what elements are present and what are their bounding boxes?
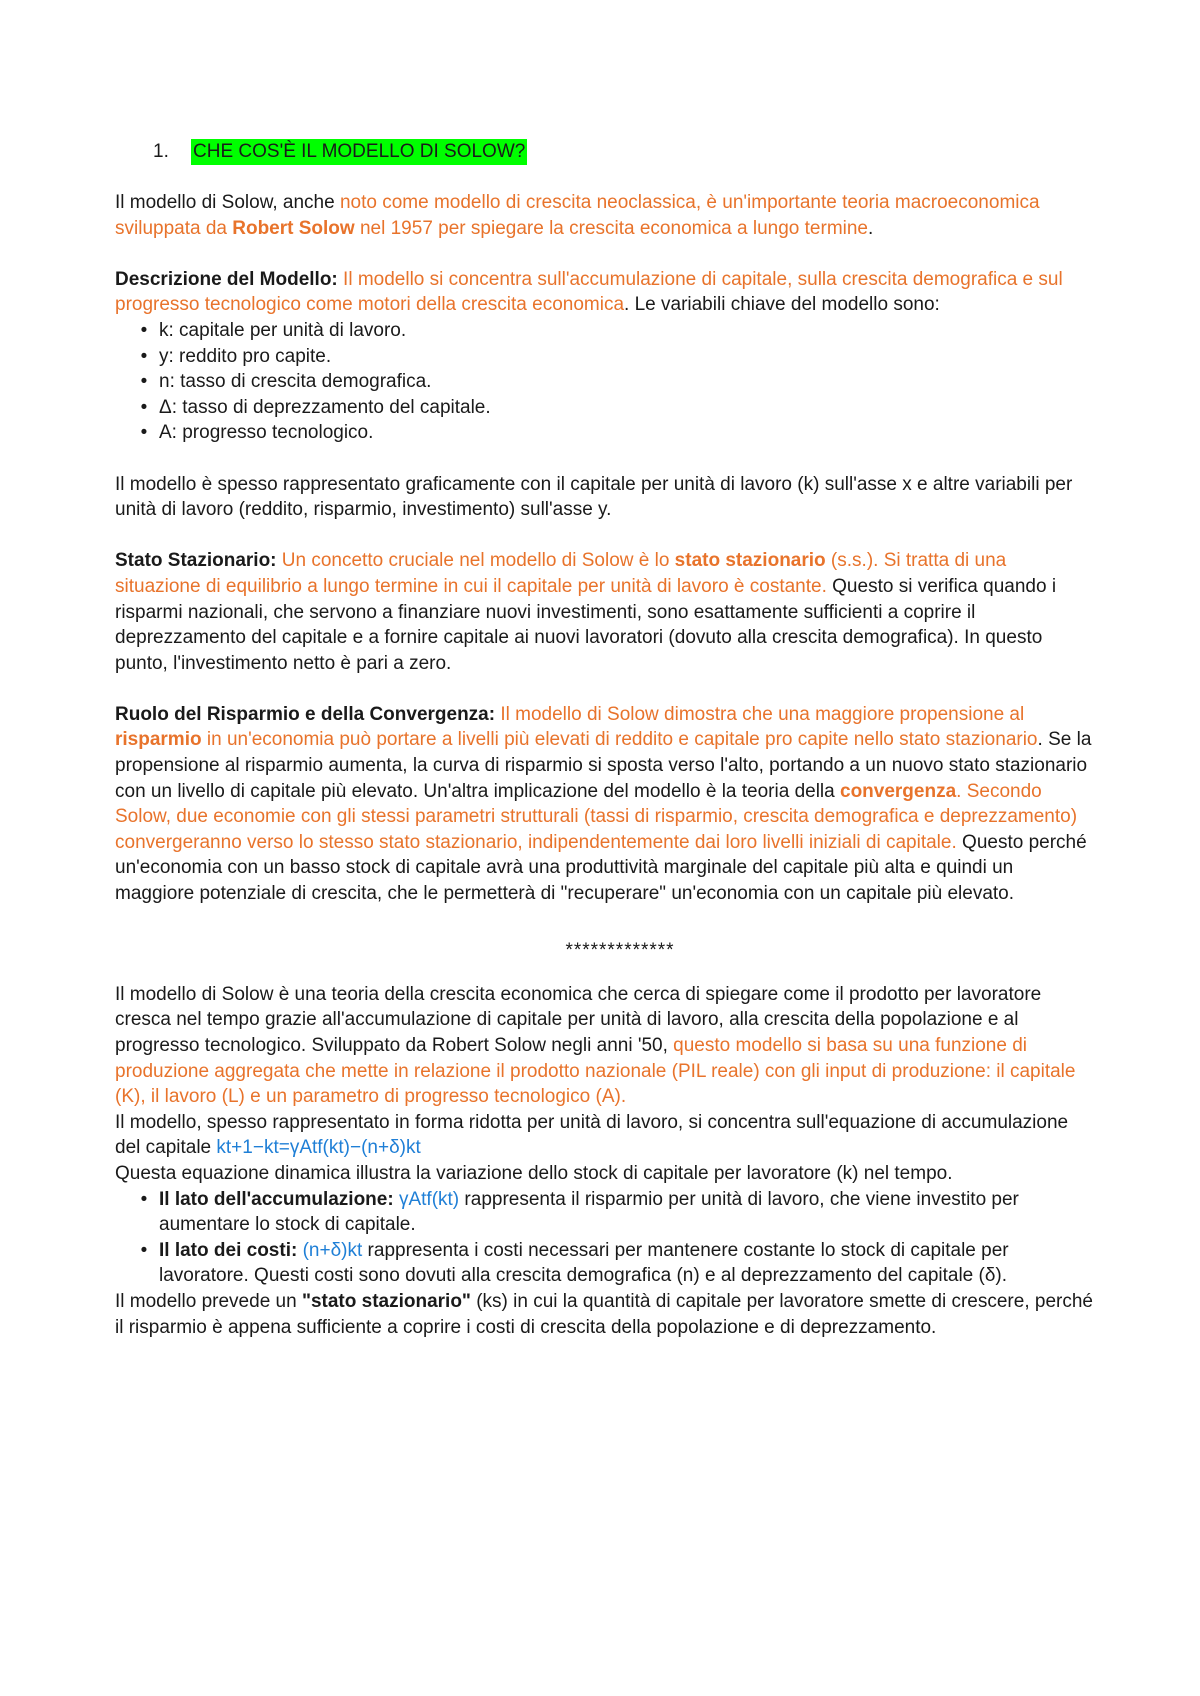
equation: kt+1−kt=γAtf(kt)−(n+δ)kt bbox=[216, 1137, 421, 1159]
list-item-text: n: tasso di crescita demografica. bbox=[159, 371, 432, 393]
list-item-text: y: reddito pro capite. bbox=[159, 345, 332, 367]
list-item-text: rappresenta il risparmio per unità di lavoro, che viene investito per aumentare lo stock di capitale. bbox=[159, 1188, 1019, 1236]
descrizione-label: Descrizione del Modello: bbox=[115, 268, 338, 290]
second-text-4c: (ks) in cui la quantità di capitale per lavoratore smette di crescere, perché il risparmio è appena sufficiente a coprire i costi di crescita della popolazione e di deprezzamento. bbox=[115, 1290, 1093, 1338]
heading-number: 1. bbox=[153, 141, 169, 163]
ruolo-bold-1: risparmio bbox=[115, 729, 202, 751]
list-item-text: k: capitale per unità di lavoro. bbox=[159, 319, 407, 341]
ruolo-rest-1: . Se la propensione al risparmio aumenta, la curva di risparmio si sposta verso l'alto, portando a un nuovo stato stazionario con un livello di capitale più elevato. Un'altra implicazione del modello è la teoria della bbox=[115, 729, 1092, 802]
list-item bbox=[115, 1238, 1095, 1289]
list-item-formula: (n+δ)kt bbox=[297, 1239, 363, 1261]
bullet-icon: • bbox=[140, 1239, 148, 1261]
list-item-text: rappresenta i costi necessari per mantenere costante lo stock di capitale per lavoratore. Questi costi sono dovuti alla crescita demografica (n) e al deprezzamento del capitale (δ). bbox=[159, 1239, 1009, 1287]
graph-paragraph: Il modello è spesso rappresentato graficamente con il capitale per unità di lavoro (k) sull'asse x e altre variabili per unità di lavoro (reddito, risparmio, investimento) sull'asse y. bbox=[115, 473, 1073, 521]
bullet-icon: • bbox=[140, 371, 148, 393]
intro-text-4: . bbox=[868, 217, 874, 239]
list-item-label: Il lato dell'accumulazione: bbox=[159, 1188, 394, 1210]
variables-list bbox=[115, 318, 1095, 446]
intro-text-1: Il modello di Solow, anche bbox=[115, 192, 340, 213]
second-paragraph-4 bbox=[115, 1289, 1095, 1340]
stato-orange-1: Un concetto cruciale nel modello di Solow è lo bbox=[276, 550, 675, 572]
ruolo-orange-2: in un'economia può portare a livelli più elevati di reddito e capitale pro capite nello stato stazionario bbox=[201, 729, 1038, 751]
second-paragraph-3: Questa equazione dinamica illustra la variazione dello stock di capitale per lavoratore (k) nel tempo. bbox=[115, 1162, 953, 1184]
intro-text-3: nel 1957 per spiegare la crescita economica a lungo termine bbox=[354, 217, 868, 239]
list-item bbox=[115, 344, 1095, 370]
intro-paragraph bbox=[115, 190, 1095, 241]
second-bold-term: "stato stazionario" bbox=[301, 1290, 471, 1312]
ruolo-bold-2: convergenza bbox=[840, 780, 957, 802]
list-item-formula: γAtf(kt) bbox=[393, 1188, 460, 1210]
second-paragraph-2 bbox=[115, 1110, 1095, 1161]
bullet-icon: • bbox=[140, 345, 148, 367]
second-text-1: Il modello di Solow è una teoria della crescita economica che cerca di spiegare come il prodotto per lavoratore cresca nel tempo grazie all'accumulazione di capitale per unità di lavoro, alla crescita della popolazione e al progresso tecnologico. Sviluppato da Robert Solow negli anni '50, bbox=[115, 983, 1042, 1056]
bullet-icon: • bbox=[140, 396, 148, 418]
stato-label: Stato Stazionario: bbox=[115, 550, 277, 572]
bullet-icon: • bbox=[140, 319, 148, 341]
ruolo-label: Ruolo del Risparmio e della Convergenza: bbox=[115, 703, 496, 725]
ruolo-orange-3: . Secondo Solow, due economie con gli stessi parametri strutturali (tassi di risparmio, crescita demografica e deprezzamento) convergeranno verso lo stesso stato stazionario, indipendentemente dai loro livelli iniziali di capitale. bbox=[115, 780, 1078, 853]
separator: ************* bbox=[565, 940, 675, 962]
stato-bold-term: stato stazionario bbox=[674, 550, 826, 572]
list-item bbox=[115, 420, 1095, 446]
bullet-icon: • bbox=[140, 1188, 148, 1210]
list-item bbox=[115, 318, 1095, 344]
bullet-icon: • bbox=[140, 422, 148, 444]
second-paragraph-1 bbox=[115, 982, 1095, 1110]
intro-author: Robert Solow bbox=[232, 217, 355, 239]
stato-paragraph bbox=[115, 548, 1095, 676]
list-item bbox=[115, 369, 1095, 395]
second-orange-1: questo modello si basa su una funzione di produzione aggregata che mette in relazione il prodotto nazionale (PIL reale) con gli input di produzione: il capitale (K), il lavoro (L) e un parametro di progresso tecnologico (A). bbox=[115, 1035, 1076, 1108]
list-item-label: Il lato dei costi: bbox=[159, 1239, 298, 1261]
list-item-text: A: progresso tecnologico. bbox=[159, 422, 374, 444]
stato-orange-2: (s.s.). Si tratta di una situazione di equilibrio a lungo termine in cui il capitale per unità di lavoro è costante. bbox=[115, 550, 1007, 597]
list-item-text: Δ: tasso di deprezzamento del capitale. bbox=[159, 396, 491, 418]
sides-list bbox=[115, 1187, 1095, 1289]
stato-rest: Questo si verifica quando i risparmi nazionali, che servono a finanziare nuovi investimenti, sono esattamente sufficienti a coprire il deprezzamento del capitale e a fornire capitale ai nuovi lavoratori (dovuto alla crescita demografica). In questo punto, l'investimento netto è pari a zero. bbox=[115, 575, 1057, 674]
second-text-2: Il modello, spesso rappresentato in forma ridotta per unità di lavoro, si concentra sull'equazione di accumulazione del capitale bbox=[115, 1111, 1069, 1159]
list-item bbox=[115, 1187, 1095, 1238]
ruolo-paragraph bbox=[115, 702, 1095, 907]
descrizione-rest: . Le variabili chiave del modello sono: bbox=[624, 294, 940, 316]
descrizione-orange: Il modello si concentra sull'accumulazione di capitale, sulla crescita demografica e sul progresso tecnologico come motori della crescita economica bbox=[115, 268, 1063, 316]
ruolo-orange-1: Il modello di Solow dimostra che una maggiore propensione al bbox=[495, 703, 1025, 725]
document-page bbox=[115, 138, 1095, 1340]
heading-title: CHE COS'È IL MODELLO DI SOLOW? bbox=[191, 139, 527, 165]
section-heading bbox=[153, 138, 1095, 166]
descrizione-paragraph bbox=[115, 267, 1095, 318]
ruolo-rest-2: Questo perché un'economia con un basso stock di capitale avrà una produttività marginale del capitale più alta e quindi un maggiore potenziale di crescita, che le permetterà di "recuperare" un'economia con un capitale più elevato. bbox=[115, 831, 1087, 905]
list-item bbox=[115, 395, 1095, 421]
second-text-4a: Il modello prevede un bbox=[115, 1290, 302, 1312]
intro-text-2: noto come modello di crescita neoclassica, è un'importante teoria macroeconomica sviluppata da bbox=[115, 192, 1040, 239]
